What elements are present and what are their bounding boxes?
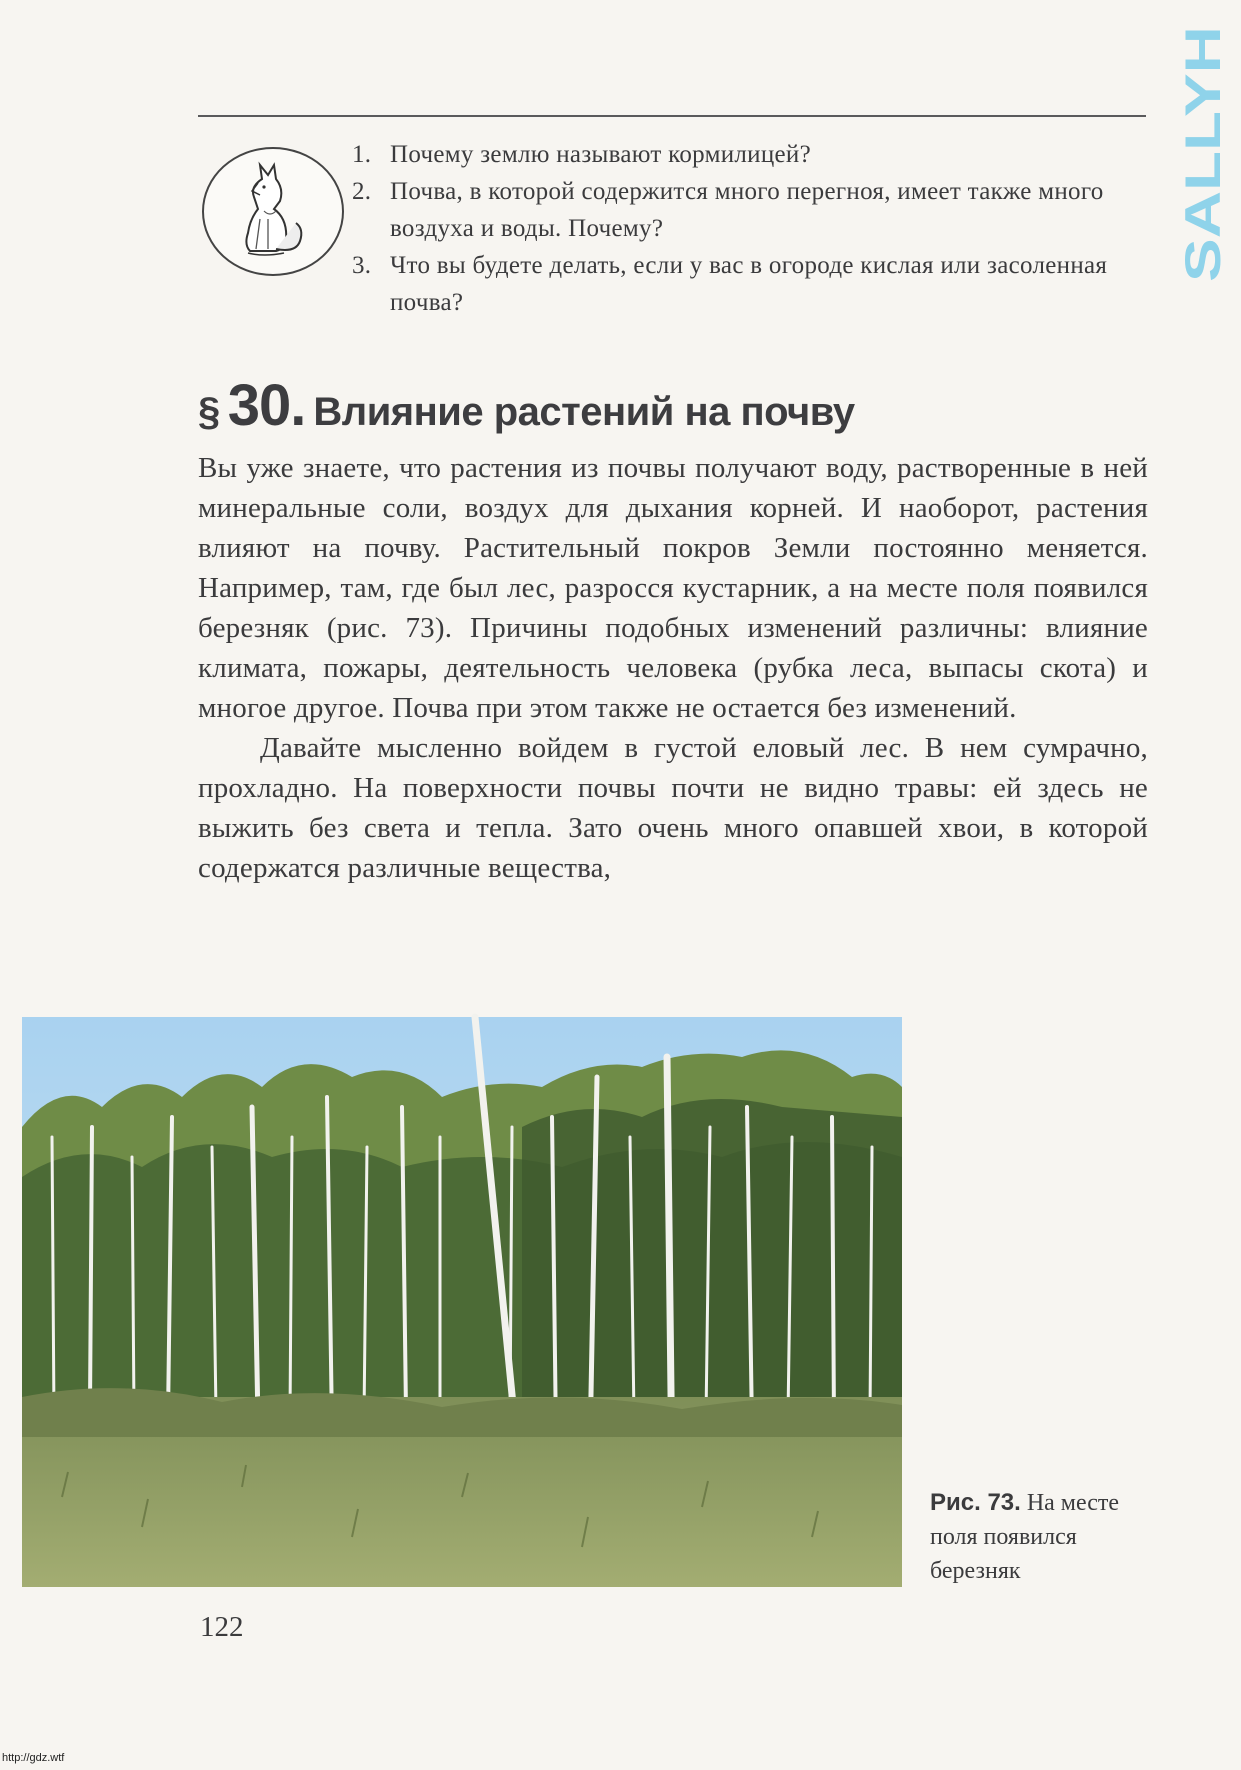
question-item (352, 173, 1152, 247)
figure-label: Рис. 73. (930, 1489, 1021, 1516)
question-text: Почва, в которой содержится много перегноя, имеет также много воздуха и воды. Почему? (390, 178, 1104, 242)
section-number: 30. (227, 373, 306, 438)
question-number: 2. (352, 178, 372, 205)
birch-forest-photo (22, 1017, 902, 1587)
section-symbol: § (198, 390, 220, 434)
top-rule (198, 115, 1146, 117)
source-url: http://gdz.wtf (2, 1752, 65, 1764)
section-title: Влияние растений на почву (313, 390, 855, 434)
watermark (1175, 18, 1231, 286)
review-questions (352, 136, 1152, 321)
figure-caption-text: На месте поля появился березняк (930, 1490, 1120, 1584)
section-heading (198, 372, 855, 439)
paragraph: Вы уже знаете, что растения из почвы получают воду, растворенные в ней минеральные соли, воздух для дыхания корней. И наоборот, растения влияют на почву. Растительный покров Земли постоянно меняется. Например, там, где был лес, разросся кустарник, а на месте поля появился березняк (рис. 73). Причины подобных изменений различны: влияние климата, пожары, деятельность человека (рубка леса, выпасы скота) и многое другое. Почва при этом также не остается без изменений. (198, 452, 1148, 724)
question-item (352, 136, 1152, 173)
page-number: 122 (200, 1611, 244, 1643)
fox-icon (202, 147, 344, 276)
question-item (352, 247, 1152, 321)
question-text: Что вы будете делать, если у вас в огороде кислая или засоленная почва? (390, 252, 1108, 316)
figure-caption (930, 1486, 1160, 1588)
body-text (198, 448, 1148, 888)
watermark-text: SALLYH (1175, 86, 1231, 282)
paragraph: Давайте мысленно войдем в густой еловый лес. В нем сумрачно, прохладно. На поверхности почвы почти не видно травы: ей здесь не выжить без света и тепла. Зато очень много опавшей хвои, в которой содержатся различные вещества, (198, 732, 1148, 884)
question-text: Почему землю называют кормилицей? (390, 141, 811, 168)
question-number: 1. (352, 141, 372, 168)
question-number: 3. (352, 252, 372, 279)
